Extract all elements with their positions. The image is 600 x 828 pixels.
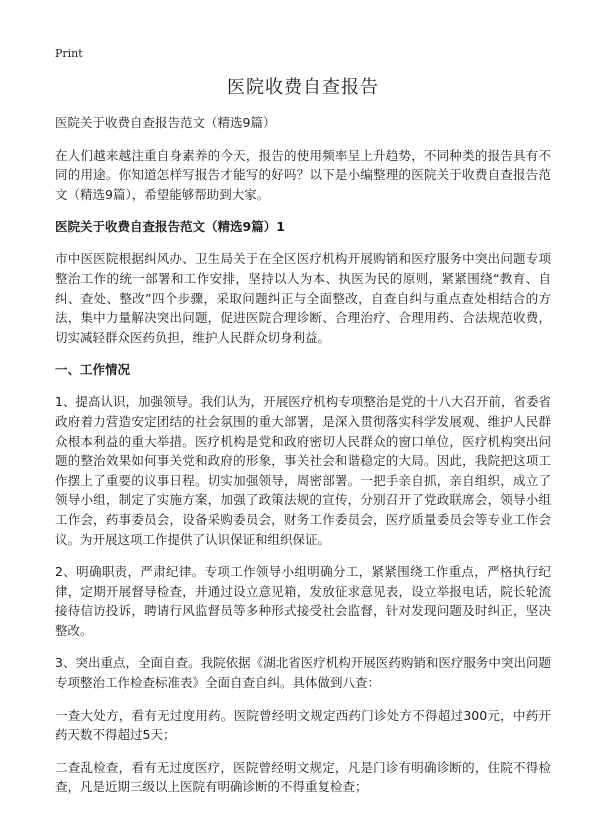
paragraph-item-2: 2、明确职责，严肃纪律。专项工作领导小组明确分工，紧紧围绕工作重点，严格执行纪律，定期开展督导检查，并通过设立意见箱，发放征求意见表，设立举报电话，院长轮流接待信访投诉，聘请行风监督员等多种形式接受社会监督，针对发现问题及时纠正，坚决整改。 <box>55 564 551 638</box>
print-link[interactable]: Print <box>55 47 83 60</box>
intro-paragraph: 在人们越来越注重自身素养的今天，报告的使用频率呈上升趋势，不同种类的报告具有不同的用途。你知道怎样写报告才能写的好吗？以下是小编整理的医院关于收费自查报告范文（精选9篇），希望能够帮助到大家。 <box>55 147 551 202</box>
heading-work-status: 一、工作情况 <box>55 362 131 378</box>
paragraph-item-1: 1、提高认识，加强领导。我们认为，开展医疗机构专项整治是党的十八大召开前，省委省政府着力营造安定团结的社会氛围的重大部署，是深入贯彻落实科学发展观、维护人民群众根本利益的重大举措。医疗机构是党和政府密切人民群众的窗口单位，医疗机构突出问题的整治效果如何事关党和政府的形象，事关社会和谐稳定的大局。因此，我院把这项工作摆上了重要的议事日程。切实加强领导，周密部署。一把手亲自抓，亲自组织，成立了领导小组，制定了实施方案，加强了政策法规的宣传，分别召开了党政联席会，领导小组工作会，药事委员会，设备采购委员会，财务工作委员会，医疗质量委员会等专业工作会议。为开展这项工作提供了认识保证和组织保证。 <box>55 394 551 547</box>
page-title: 医院收费自查报告 <box>227 77 379 98</box>
paragraph-check-1: 一查大处方，看有无过度用药。医院曾经明文规定西药门诊处方不得超过300元，中药开药天数不得超过5天； <box>55 707 551 743</box>
paragraph-item-3: 3、突出重点，全面自查。我院依据《湖北省医疗机构开展医药购销和医疗服务中突出问题专项整治工作检查标准表》全面自查自纠。具体做到八查： <box>55 655 551 691</box>
section-heading: 医院关于收费自查报告范文（精选9篇）1 <box>55 219 285 235</box>
document-body <box>55 76 551 810</box>
document-subtitle: 医院关于收费自查报告范文（精选9篇） <box>55 115 276 130</box>
paragraph-overview: 市中医医院根据纠风办、卫生局关于在全区医疗机构开展购销和医疗服务中突出问题专项整治工作的统一部署和工作安排，坚持以人为本、执医为民的原则，紧紧围绕“教育、自纠、查处、整改”四个步骤，采取问题纠正与全面整改，自查自纠与重点查处相结合的方法，集中力量解决突出问题，促进医院合理诊断、合理治疗、合理用药、合法规范收费，切实减轻群众医药负担，维护人民群众切身利益。 <box>55 251 551 345</box>
paragraph-check-2: 二查乱检查，看有无过度医疗，医院曾经明文规定，凡是门诊有明确诊断的，住院不得检查，凡是近期三级以上医院有明确诊断的不得重复检查； <box>55 759 551 795</box>
